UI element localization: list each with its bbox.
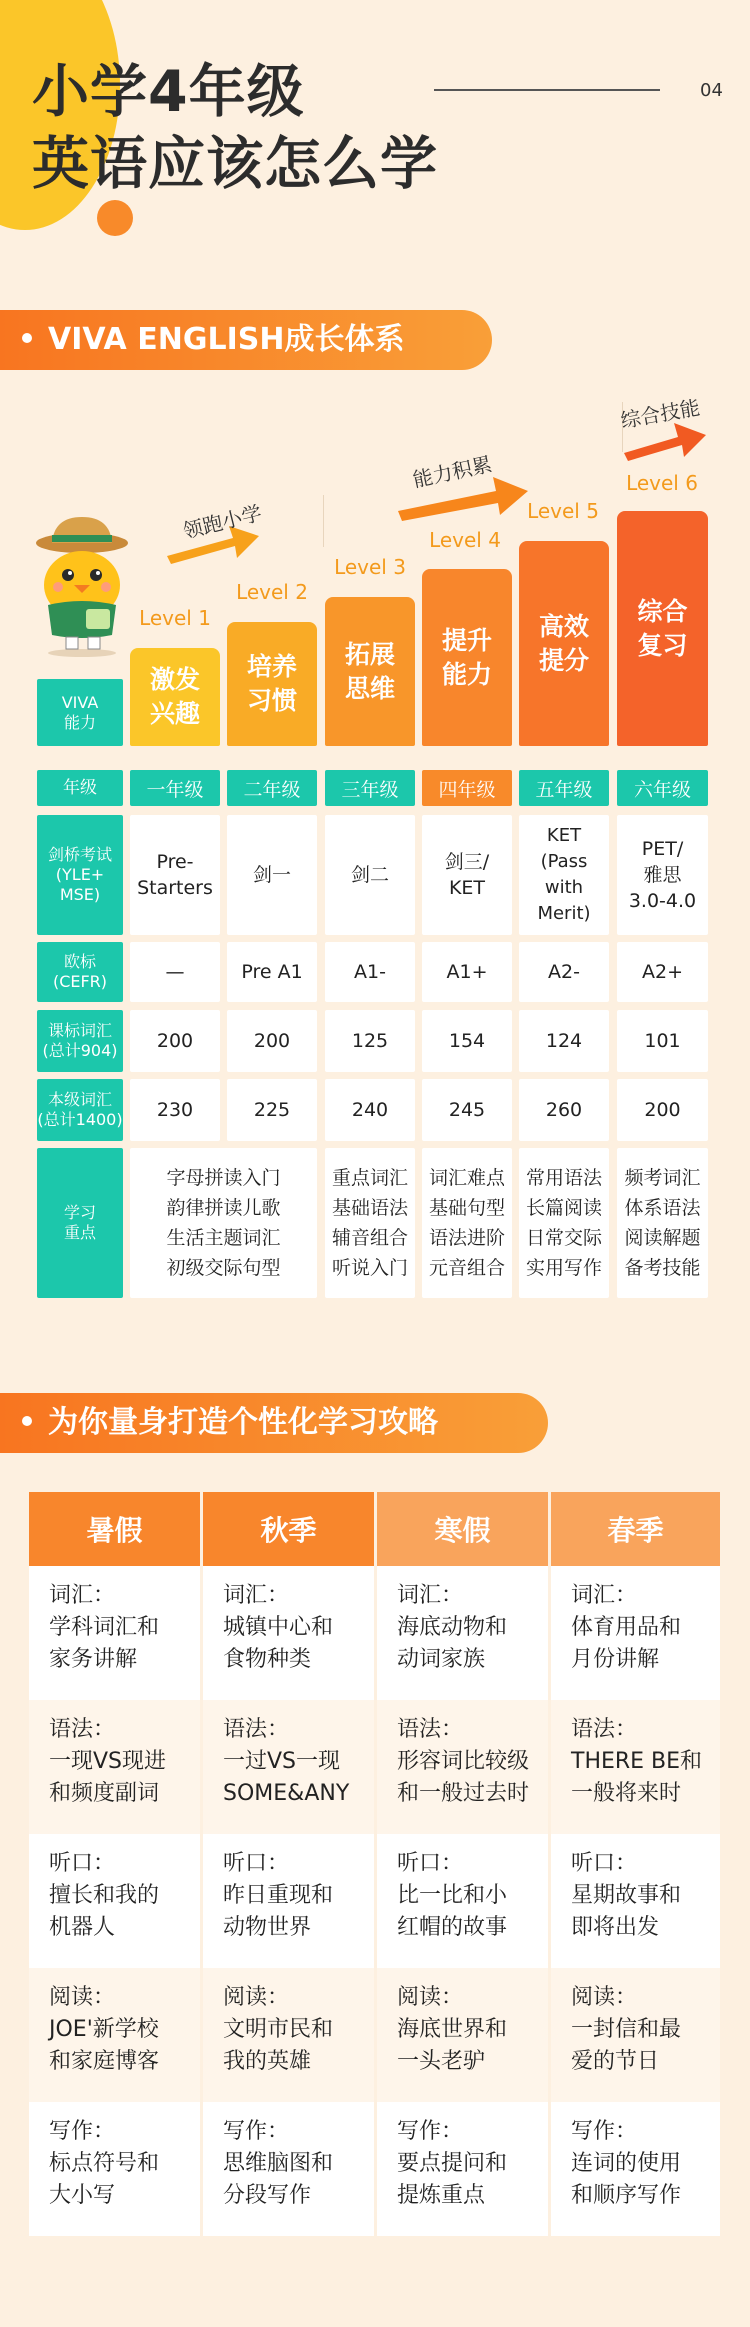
level1-label: Level 1	[139, 606, 211, 630]
listening-cell-winter: 听口： 比一比和小 红帽的故事	[377, 1834, 548, 1968]
cefr-cell-6: A2+	[617, 942, 708, 1002]
curriculum-vocab-cell-5: 124	[519, 1010, 609, 1072]
listening-cell-spring: 听口： 星期故事和 即将出发	[551, 1834, 720, 1968]
level-vocab-cell-4: 245	[422, 1079, 512, 1141]
cambridge-cell-2: 剑一	[227, 815, 317, 935]
level-vocab-cell-1: 230	[130, 1079, 220, 1141]
season-header-summer: 暑假	[29, 1492, 200, 1566]
grade-header-1: 一年级	[130, 770, 220, 806]
page-title-line2: 英语应该怎么学	[32, 131, 438, 197]
focus-cell-grade1-2: 字母拼读入门 韵律拼读儿歌 生活主题词汇 初级交际句型	[130, 1148, 317, 1298]
vocab-cell-spring: 词汇： 体育用品和 月份讲解	[551, 1566, 720, 1700]
level3-label: Level 3	[334, 555, 406, 579]
listening-cell-summer: 听口： 擅长和我的 机器人	[29, 1834, 200, 1968]
page-number: 04	[700, 80, 723, 101]
stage2-annotation: 能力积累	[410, 451, 494, 493]
level6-bar: 综合 复习	[617, 511, 708, 746]
curriculum-vocab-cell-4: 154	[422, 1010, 512, 1072]
level-vocab-cell-3: 240	[325, 1079, 415, 1141]
row-header-level-vocab: 本级词汇 (总计1400)	[37, 1079, 123, 1141]
page-title-line1: 小学4年级	[32, 59, 305, 125]
reading-cell-winter: 阅读： 海底世界和 一头老驴	[377, 1968, 548, 2102]
writing-cell-winter: 写作： 要点提问和 提炼重点	[377, 2102, 548, 2236]
section2-title-pill	[0, 1393, 548, 1453]
grammar-cell-summer: 语法： 一现VS现进 和频度副词	[29, 1700, 200, 1834]
level-vocab-cell-5: 260	[519, 1079, 609, 1141]
level4-bar: 提升 能力	[422, 569, 512, 746]
level-vocab-cell-6: 200	[617, 1079, 708, 1141]
season-header-winter: 寒假	[377, 1492, 548, 1566]
focus-cell-4: 词汇难点 基础句型 语法进阶 元音组合	[422, 1148, 512, 1298]
grade-header-4: 四年级	[422, 770, 512, 806]
reading-cell-summer: 阅读： JOE'新学校 和家庭博客	[29, 1968, 200, 2102]
level2-bar: 培养 习惯	[227, 622, 317, 746]
listening-cell-autumn: 听口： 昨日重现和 动物世界	[203, 1834, 374, 1968]
viva-ability-label: VIVA 能力	[37, 679, 123, 746]
level2-label: Level 2	[236, 580, 308, 604]
mascot-chick-icon	[30, 513, 135, 658]
season-header-spring: 春季	[551, 1492, 720, 1566]
stage1-annotation: 领跑小学	[180, 500, 265, 544]
curriculum-vocab-cell-2: 200	[227, 1010, 317, 1072]
focus-cell-3: 重点词汇 基础语法 辅音组合 听说入门	[325, 1148, 415, 1298]
level3-bar: 拓展 思维	[325, 597, 415, 746]
reading-cell-autumn: 阅读： 文明市民和 我的英雄	[203, 1968, 374, 2102]
grammar-cell-winter: 语法： 形容词比较级 和一般过去时	[377, 1700, 548, 1834]
grammar-cell-autumn: 语法： 一过VS一现 SOME&ANY	[203, 1700, 374, 1834]
row-header-cambridge: 剑桥考试 (YLE+ MSE)	[37, 815, 123, 935]
page-title	[32, 56, 438, 200]
row-header-grade: 年级	[37, 770, 123, 806]
stage3-annotation: 综合技能	[618, 395, 702, 433]
season-header-autumn: 秋季	[203, 1492, 374, 1566]
row-header-curriculum-vocab: 课标词汇 (总计904)	[37, 1010, 123, 1072]
focus-cell-6: 频考词汇 体系语法 阅读解题 备考技能	[617, 1148, 708, 1298]
stage-divider-1	[323, 495, 324, 547]
bullet-dot	[22, 333, 32, 343]
grammar-cell-spring: 语法： THERE BE和 一般将来时	[551, 1700, 720, 1834]
level5-label: Level 5	[527, 499, 599, 523]
cefr-cell-2: Pre A1	[227, 942, 317, 1002]
section2-title: 为你量身打造个性化学习攻略	[48, 1405, 438, 1440]
level1-bar: 激发 兴趣	[130, 648, 220, 746]
cambridge-cell-3: 剑二	[325, 815, 415, 935]
vocab-cell-autumn: 词汇： 城镇中心和 食物种类	[203, 1566, 374, 1700]
section1-title-pill	[0, 310, 492, 370]
section1-title: VIVA ENGLISH成长体系	[48, 322, 405, 357]
cambridge-cell-5: KET (Pass with Merit)	[519, 815, 609, 935]
level5-bar: 高效 提分	[519, 541, 609, 746]
cambridge-cell-6: PET/ 雅思 3.0-4.0	[617, 815, 708, 935]
writing-cell-summer: 写作： 标点符号和 大小写	[29, 2102, 200, 2236]
row-header-cefr: 欧标 (CEFR)	[37, 942, 123, 1002]
vocab-cell-summer: 词汇： 学科词汇和 家务讲解	[29, 1566, 200, 1700]
grade-header-5: 五年级	[519, 770, 609, 806]
writing-cell-autumn: 写作： 思维脑图和 分段写作	[203, 2102, 374, 2236]
writing-cell-spring: 写作： 连词的使用 和顺序写作	[551, 2102, 720, 2236]
cambridge-cell-4: 剑三/ KET	[422, 815, 512, 935]
curriculum-vocab-cell-3: 125	[325, 1010, 415, 1072]
grade-header-2: 二年级	[227, 770, 317, 806]
focus-cell-5: 常用语法 长篇阅读 日常交际 实用写作	[519, 1148, 609, 1298]
level-vocab-cell-2: 225	[227, 1079, 317, 1141]
cambridge-cell-1: Pre- Starters	[130, 815, 220, 935]
vocab-cell-winter: 词汇： 海底动物和 动词家族	[377, 1566, 548, 1700]
cefr-cell-1: —	[130, 942, 220, 1002]
study-plan-table	[29, 1492, 720, 2237]
bullet-dot	[22, 1416, 32, 1426]
decorative-orange-dot	[97, 200, 133, 236]
grade-header-6: 六年级	[617, 770, 708, 806]
cefr-cell-3: A1-	[325, 942, 415, 1002]
row-header-focus: 学习 重点	[37, 1148, 123, 1298]
reading-cell-spring: 阅读： 一封信和最 爱的节日	[551, 1968, 720, 2102]
header-divider	[434, 89, 660, 91]
grade-header-3: 三年级	[325, 770, 415, 806]
curriculum-vocab-cell-6: 101	[617, 1010, 708, 1072]
cefr-cell-5: A2-	[519, 942, 609, 1002]
cefr-cell-4: A1+	[422, 942, 512, 1002]
curriculum-vocab-cell-1: 200	[130, 1010, 220, 1072]
level4-label: Level 4	[429, 528, 501, 552]
level6-label: Level 6	[626, 471, 698, 495]
